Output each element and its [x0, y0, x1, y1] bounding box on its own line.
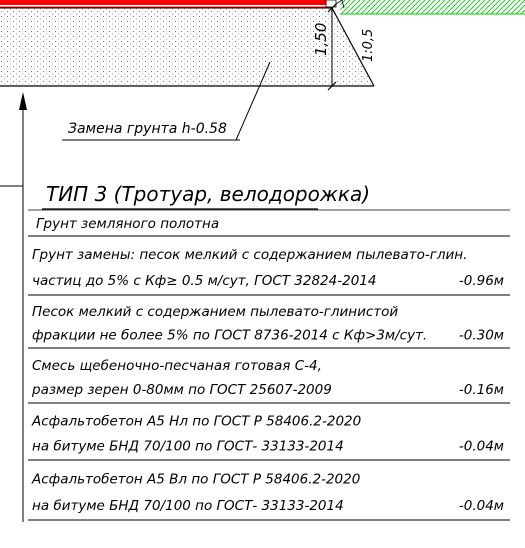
layer-depth-value: -0.04м — [458, 438, 504, 455]
red-layer-band — [0, 0, 330, 5]
layer-description-line: Грунт замены: песок мелкий с содержанием пылевато-глин. — [32, 247, 468, 264]
table-title: ТИП 3 (Тротуар, велодорожка) — [46, 182, 371, 206]
layer-description-line: Грунт земляного полотна — [36, 216, 220, 232]
arrow-head — [19, 92, 27, 110]
layer-description-line: на битуме БНД 70/100 по ГОСТ- 33133-2014 — [32, 498, 344, 514]
layer-depth-value: -0.30м — [458, 327, 504, 344]
layer-description-line: Асфальтобетон А5 Вл по ГОСТ Р 58406.2-2020 — [32, 471, 361, 488]
layer-description-line: фракции не более 5% по ГОСТ 8736-2014 с Кф>3м/сут. — [32, 327, 428, 344]
layer-description-line: Песок мелкий с содержанием пылевато-глинистой — [32, 304, 399, 321]
green-hatch-area — [340, 0, 525, 14]
layer-description-line: Смесь щебеночно-песчаная готовая С-4, — [32, 357, 322, 374]
layer-description-line: размер зерен 0-80мм по ГОСТ 25607-2009 — [32, 382, 332, 398]
slope-label: 1:0,5 — [361, 28, 376, 62]
layer-description-line: на битуме БНД 70/100 по ГОСТ- 33133-2014 — [32, 438, 344, 455]
layer-depth-value: -0.16м — [458, 382, 504, 398]
callout-text: Замена грунта h-0.58 — [68, 121, 227, 137]
dimension-label: 1,50 — [312, 22, 330, 56]
layer-description-line: Асфальтобетон А5 Нл по ГОСТ Р 58406.2-2020 — [32, 413, 362, 430]
layer-depth-value: -0.04м — [458, 498, 504, 514]
layer-depth-value: -0.96м — [458, 273, 504, 290]
layer-description-line: частиц до 5% с Кф≥ 0.5 м/сут, ГОСТ 32824-2014 — [32, 273, 377, 290]
layers-table-text — [31, 216, 504, 514]
